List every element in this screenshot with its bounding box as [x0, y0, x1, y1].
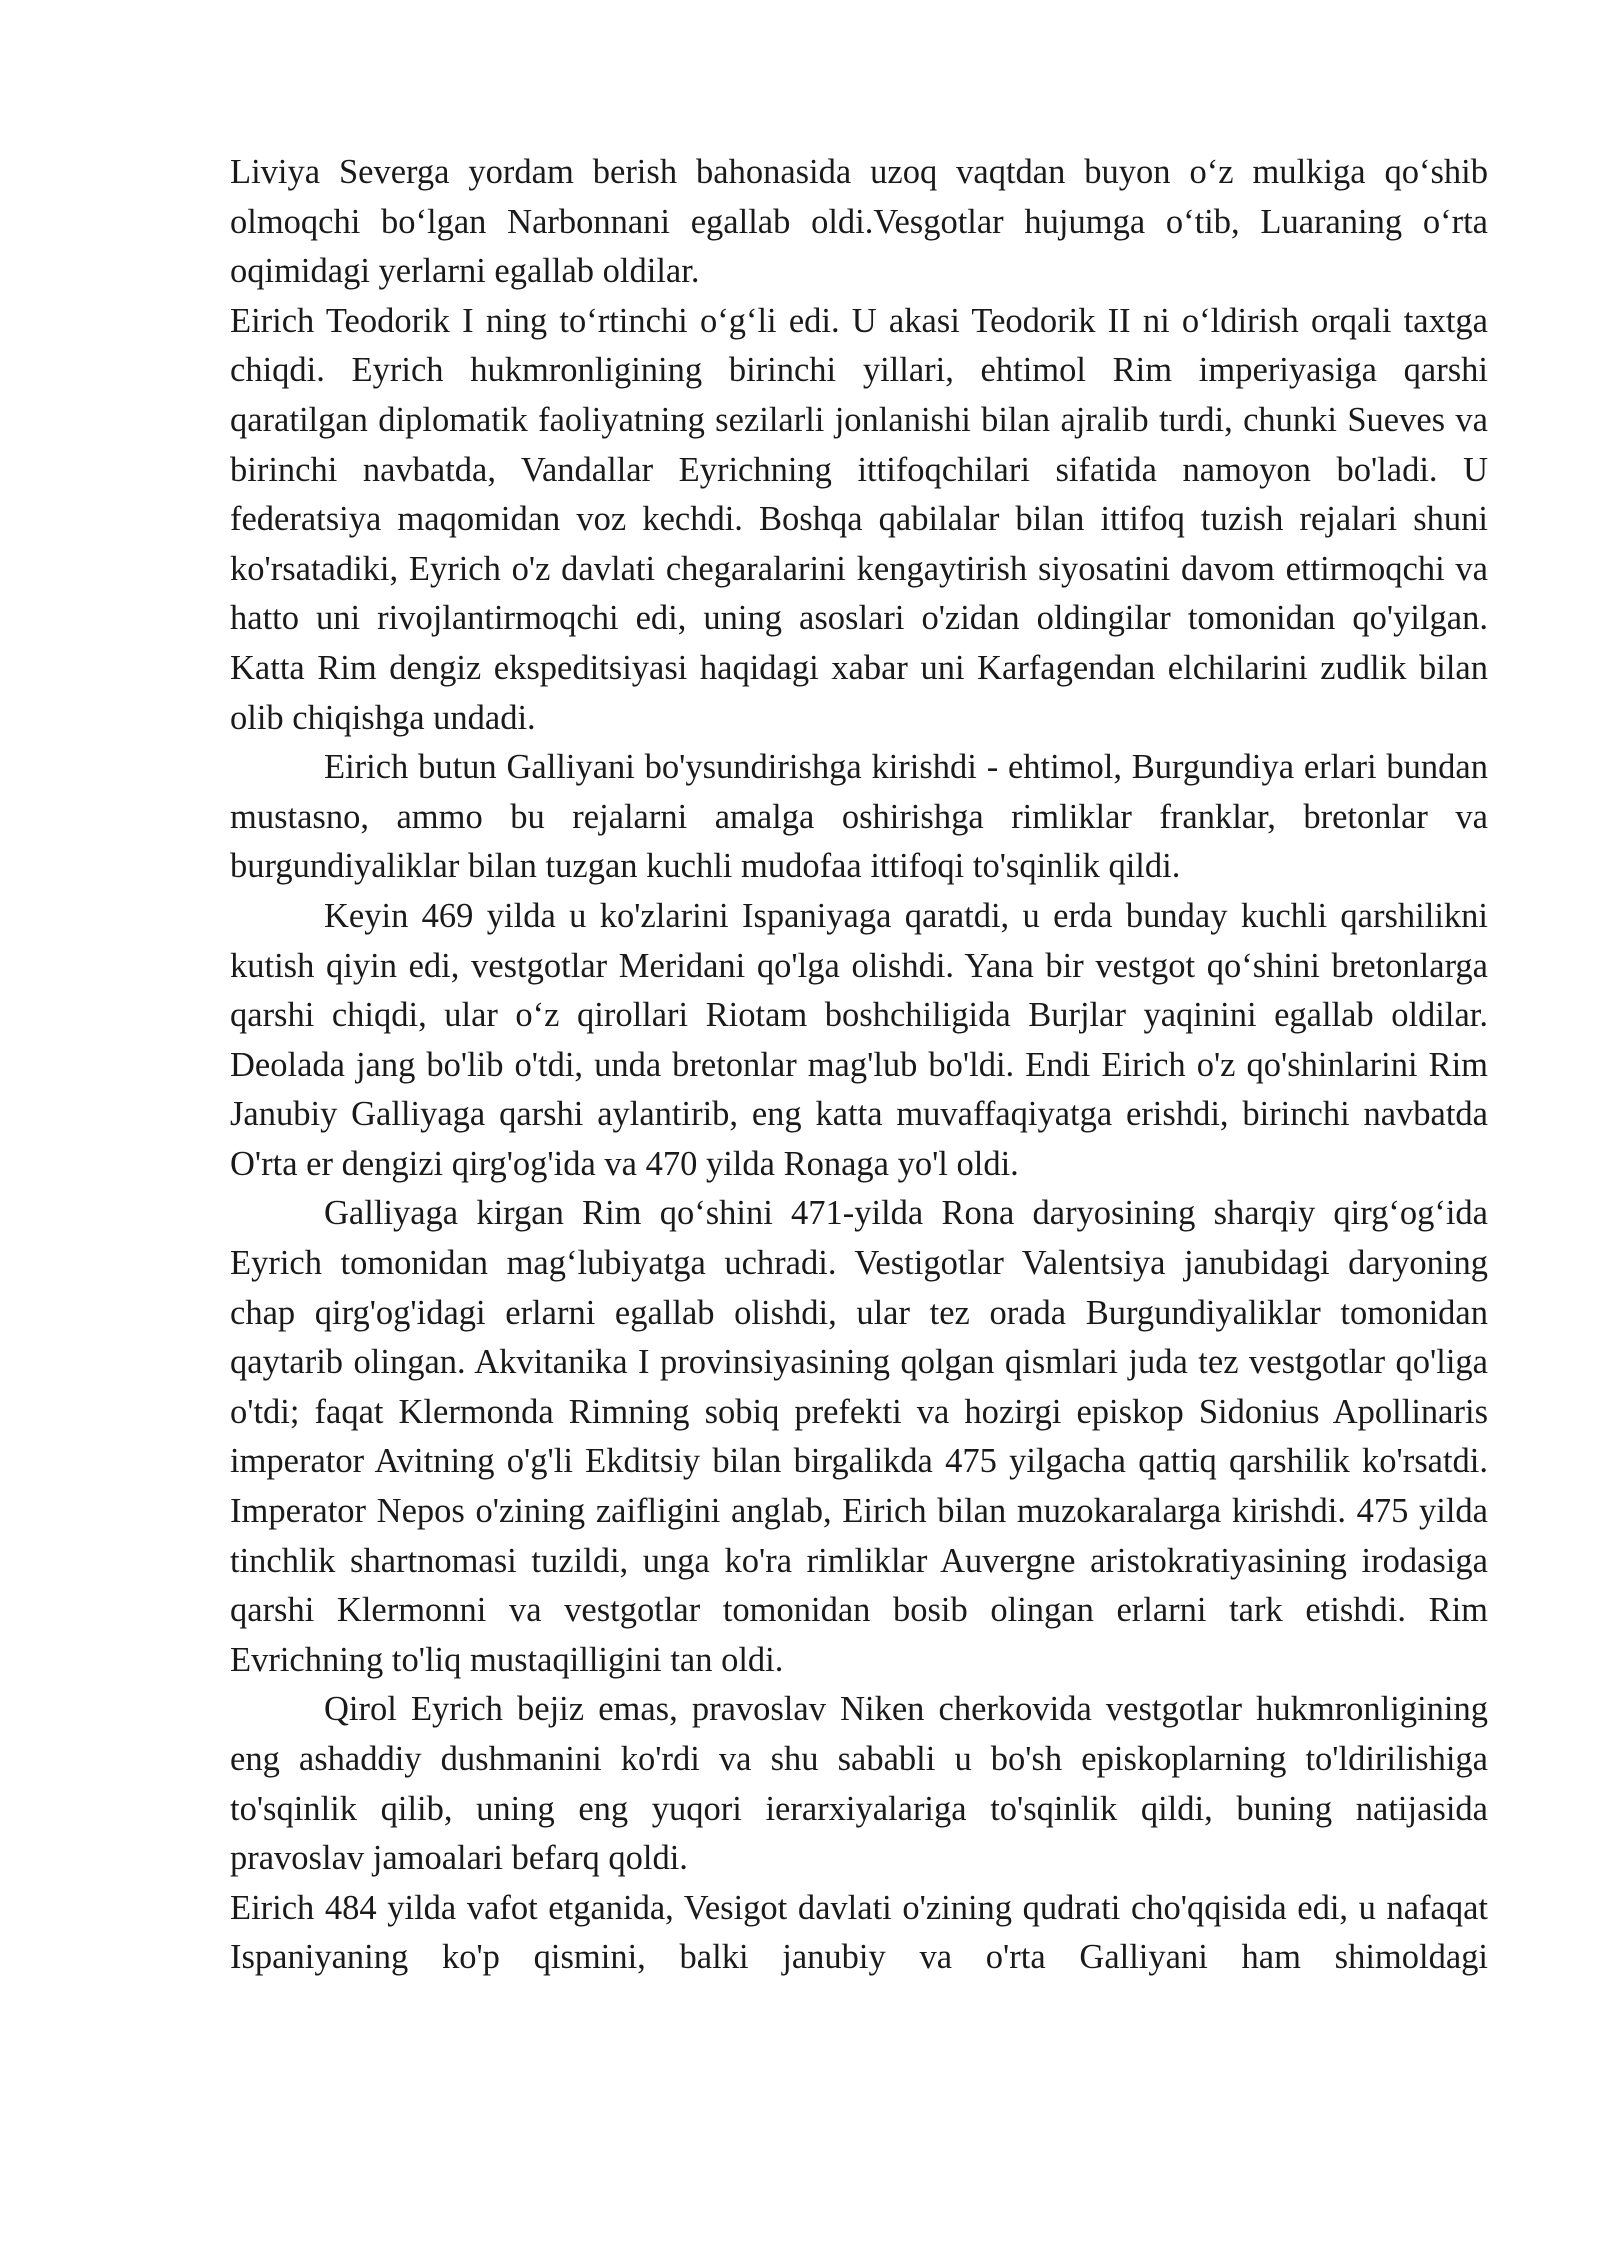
paragraph-1: Liviya Severga yordam berish bahonasida uzoq vaqtdan buyon o‘z mulkiga qo‘shib olmoqchi bo‘lgan Narbonnani egallab oldi.Vesgotlar hujumga o‘tib, Luaraning o‘rta oqimidagi yerlarni egallab oldilar. — [230, 153, 1488, 291]
paragraph-6: Qirol Eyrich bejiz emas, pravoslav Niken cherkovida vestgotlar hukmronligining eng ashaddiy dushmanini ko'rdi va shu sababli u bo'sh episkoplarning to'ldirilishiga to'sqinlik qilib, uning eng yuqori ierarxiyalariga to'sqinlik qildi, buning natijasida pravoslav jamoalari befarq qoldi. — [230, 1690, 1488, 1878]
paragraph-3: Eirich butun Galliyani bo'ysundirishga kirishdi - ehtimol, Burgundiya erlari bundan mustasno, ammo bu rejalarni amalga oshirishga rimliklar franklar, bretonlar va burgundiyaliklar bilan tuzgan kuchli mudofaa ittifoqi to'sqinlik qildi. — [230, 748, 1488, 886]
paragraph-2: Eirich Teodorik I ning to‘rtinchi o‘g‘li edi. U akasi Teodorik II ni o‘ldirish orqali taxtga chiqdi. Eyrich hukmronligining birinchi yillari, ehtimol Rim imperiyasiga qarshi qaratilgan diplomatik faoliyatning sezilarli jonlanishi bilan ajralib turdi, chunki Sueves va birinchi navbatda, Vandallar Eyrichning ittifoqchilari sifatida namoyon bo'ladi. U federatsiya maqomidan voz kechdi. Boshqa qabilalar bilan ittifoq tuzish rejalari shuni ko'rsatadiki, Eyrich o'z davlati chegaralarini kengaytirish siyosatini davom ettirmoqchi va hatto uni rivojlantirmoqchi edi, uning asoslari o'zidan oldingilar tomonidan qo'yilgan. Katta Rim dengiz ekspeditsiyasi haqidagi xabar uni Karfagendan elchilarini zudlik bilan olib chiqishga undadi. — [230, 301, 1488, 737]
document-page — [230, 148, 1488, 1983]
paragraph-4: Keyin 469 yilda u ko'zlarini Ispaniyaga qaratdi, u erda bunday kuchli qarshilikni kutish qiyin edi, vestgotlar Meridani qo'lga olishdi. Yana bir vestgot qo‘shini bretonlarga qarshi chiqdi, ular o‘z qirollari Riotam boshchiligida Burjlar yaqinini egallab oldilar. Deolada jang bo'lib o'tdi, unda bretonlar mag'lub bo'ldi. Endi Eirich o'z qo'shinlarini Rim Janubiy Galliyaga qarshi aylantirib, eng katta muvaffaqiyatga erishdi, birinchi navbatda O'rta er dengizi qirg'og'ida va 470 yilda Ronaga yo'l oldi. — [230, 896, 1488, 1183]
paragraph-5: Galliyaga kirgan Rim qo‘shini 471-yilda Rona daryosining sharqiy qirg‘og‘ida Eyrich tomonidan mag‘lubiyatga uchradi. Vestigotlar Valentsiya janubidagi daryoning chap qirg'og'idagi erlarni egallab olishdi, ular tez orada Burgundiyaliklar tomonidan qaytarib olingan. Akvitanika I provinsiyasining qolgan qismlari juda tez vestgotlar qo'liga o'tdi; faqat Klermonda Rimning sobiq prefekti va hozirgi episkop Sidonius Apollinaris imperator Avitning o'g'li Ekditsiy bilan birgalikda 475 yilgacha qattiq qarshilik ko'rsatdi. Imperator Nepos o'zining zaifligini anglab, Eirich bilan muzokaralarga kirishdi. 475 yilda tinchlik shartnomasi tuzildi, unga ko'ra rimliklar Auvergne aristokratiyasining irodasiga qarshi Klermonni va vestgotlar tomonidan bosib olingan erlarni tark etishdi. Rim Evrichning to'liq mustaqilligini tan oldi. — [230, 1194, 1488, 1679]
paragraph-7: Eirich 484 yilda vafot etganida, Vesigot davlati o'zining qudrati cho'qqisida edi, u nafaqat Ispaniyaning ko'p qismini, balki janubiy va o'rta Galliyani ham shimoldagi — [230, 1888, 1488, 1977]
